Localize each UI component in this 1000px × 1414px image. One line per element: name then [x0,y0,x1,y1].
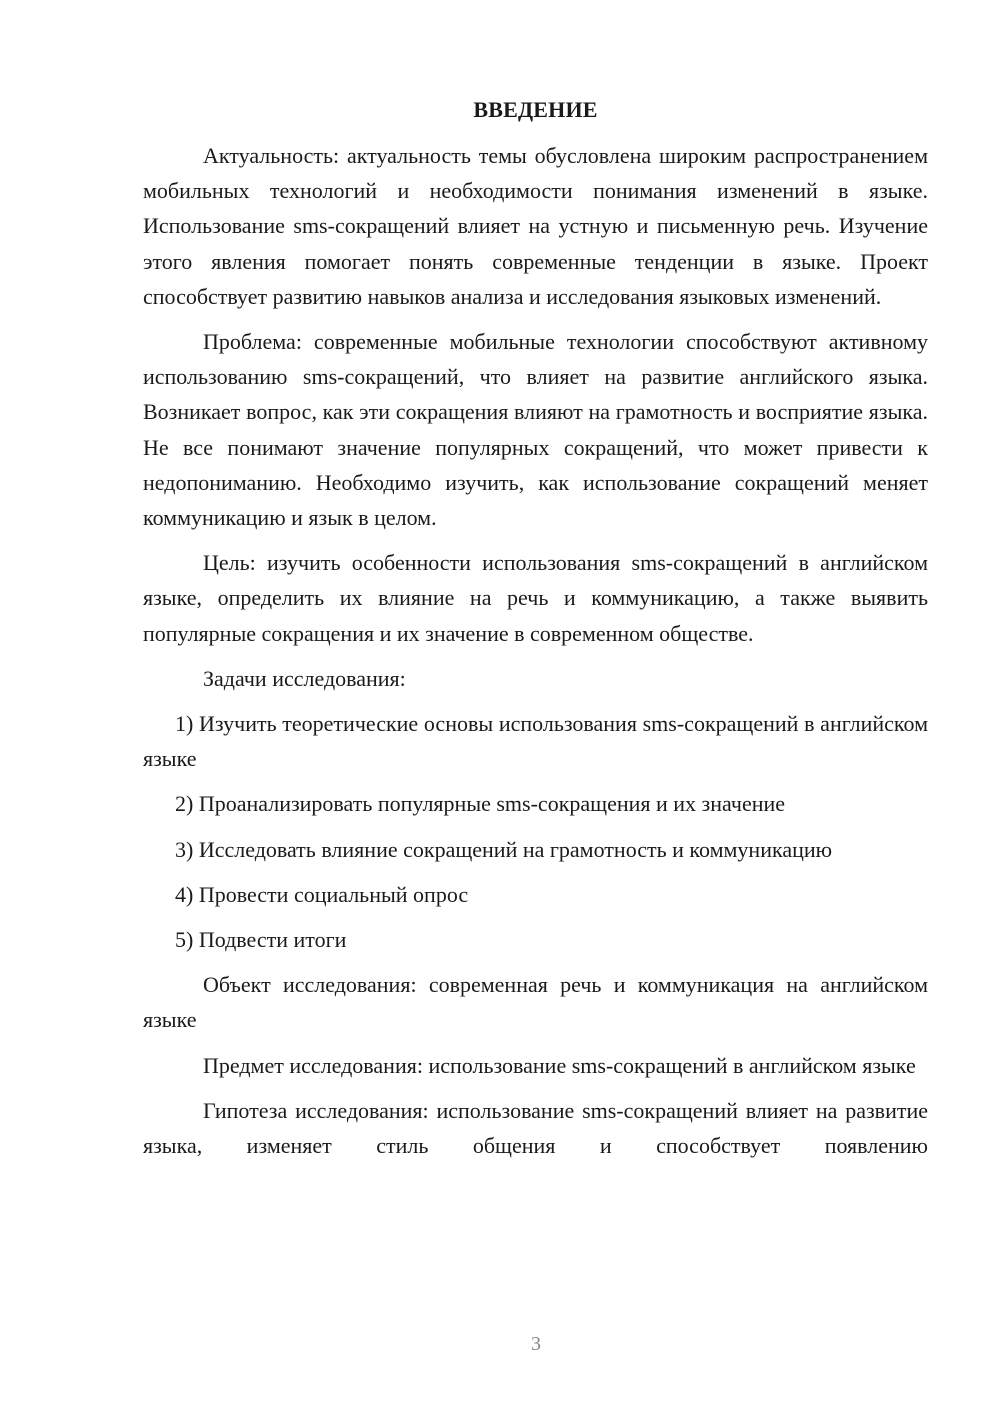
problem-paragraph: Проблема: современные мобильные технологии способствуют активному использованию sms-сокращений, что влияет на развитие английского языка. Возникает вопрос, как эти сокращения влияют на грамотность и восприятие языка. Не все понимают значение популярных сокращений, что может привести к недопониманию. Необходимо изучить, как использование сокращений меняет коммуникацию и язык в целом. [143,329,928,531]
object-paragraph: Объект исследования: современная речь и коммуникация на английском языке [143,972,928,1033]
section-title: ВВЕДЕНИЕ [473,97,598,122]
subject-paragraph: Предмет исследования: использование sms-сокращений в английском языке [203,1052,916,1078]
task-item: 5) Подвести итоги [175,927,347,953]
task-item: 4) Провести социальный опрос [175,881,469,907]
page-number: 3 [531,1333,541,1355]
task-item: 3) Исследовать влияние сокращений на грамотность и коммуникацию [175,836,833,862]
relevance-paragraph: Актуальность: актуальность темы обусловлена широким распространением мобильных технологий и необходимости понимания изменений в языке. Использование sms-сокращений влияет на устную и письменную речь. Изучение этого явления помогает понять современные тенденции в языке. Проект способствует развитию навыков анализа и исследования языковых изменений. [143,143,928,309]
goal-paragraph: Цель: изучить особенности использования sms-сокращений в английском языке, определить их влияние на речь и коммуникацию, а также выявить популярные сокращения и их значение в современном обществе. [143,550,928,646]
page-content [143,94,928,1173]
hypothesis-paragraph: Гипотеза исследования: использование sms-сокращений влияет на развитие языка, изменяет стиль общения и способствует появлению [143,1097,928,1159]
tasks-heading: Задачи исследования: [203,665,406,691]
task-item: 1) Изучить теоретические основы использования sms-сокращений в английском языке [143,711,928,772]
task-item: 2) Проанализировать популярные sms-сокращения и их значение [175,791,786,817]
